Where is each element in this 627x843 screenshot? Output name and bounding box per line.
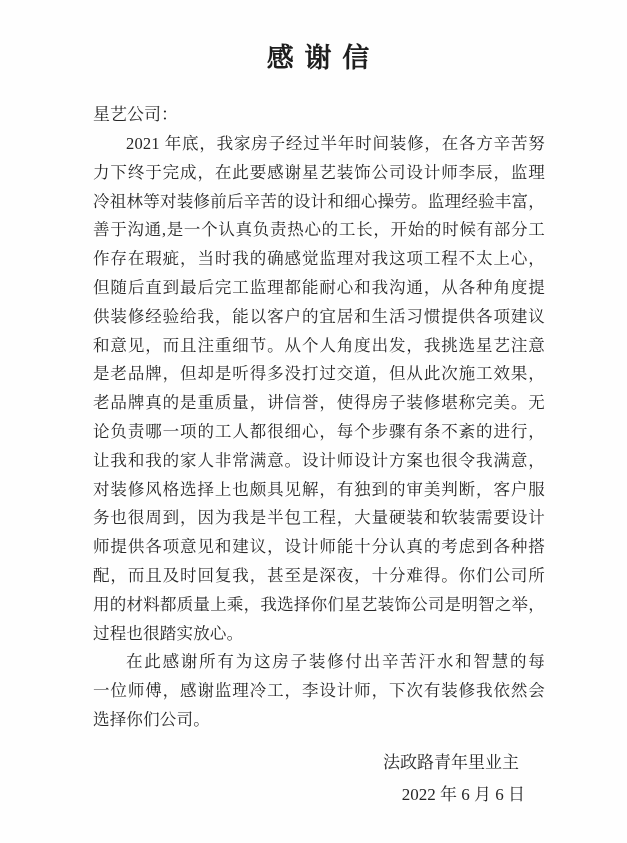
letter-title: 感 谢 信 — [266, 43, 372, 73]
body-line: 过程也很踏实放心。 — [93, 623, 244, 643]
body-line: 但随后直到最后完工监理都能耐心和我沟通，从各种角度提 — [93, 277, 545, 297]
body-line: 师提供各项意见和建议，设计师能十分认真的考虑到各种搭 — [93, 537, 545, 557]
body-line: 配，而且及时回复我，甚至是深夜，十分难得。你们公司所 — [93, 565, 545, 585]
body-line: 供装修经验给我，能以客户的宜居和生活习惯提供各项建议 — [93, 306, 545, 326]
body-line: 冷祖林等对装修前后辛苦的设计和细心操劳。监理经验丰富， — [93, 191, 545, 211]
body-line: 对装修风格选择上也颇具见解，有独到的审美判断，客户服 — [93, 479, 545, 499]
body-line: 力下终于完成，在此要感谢星艺装饰公司设计师李辰，监理 — [93, 162, 545, 182]
body-line: 老品牌真的是重质量，讲信誉，使得房子装修堪称完美。无 — [93, 393, 545, 413]
letter-salutation: 星艺公司： — [93, 105, 178, 124]
body-line: 作存在瑕疵，当时我的确感觉监理对我这项工程不太上心， — [93, 249, 545, 269]
body-line: 选择你们公司。 — [93, 709, 210, 729]
body-line: 务也很周到，因为我是半包工程，大量硬装和软装需要设计 — [93, 508, 545, 528]
body-line: 用的材料都质量上乘，我选择你们星艺装饰公司是明智之举， — [93, 594, 545, 614]
body-line: 一位师傅，感谢监理冷工，李设计师，下次有装修我依然会 — [93, 681, 545, 701]
body-line: 善于沟通,是一个认真负责热心的工长，开始的时候有部分工 — [93, 220, 545, 240]
body-line: 在此感谢所有为这房子装修付出辛苦汗水和智慧的每 — [126, 652, 545, 672]
body-line: 让我和我的家人非常满意。设计师设计方案也很令我满意， — [93, 450, 545, 470]
body-line: 论负责哪一项的工人都很细心，每个步骤有条不紊的进行， — [93, 421, 545, 441]
letter-closing — [93, 749, 545, 809]
letter-date: 2022 年 6 月 6 日 — [401, 784, 525, 804]
letter-body — [93, 130, 545, 735]
body-line: 是老品牌，但却是听得多没打过交道，但从此次施工效果， — [93, 364, 545, 384]
body-line: 和意见，而且注重细节。从个人角度出发，我挑选星艺注意 — [93, 335, 545, 355]
letter-signature: 法政路青年里业主 — [383, 752, 519, 772]
body-line: 2021 年底，我家房子经过半年时间装修，在各方辛苦努 — [126, 134, 545, 153]
